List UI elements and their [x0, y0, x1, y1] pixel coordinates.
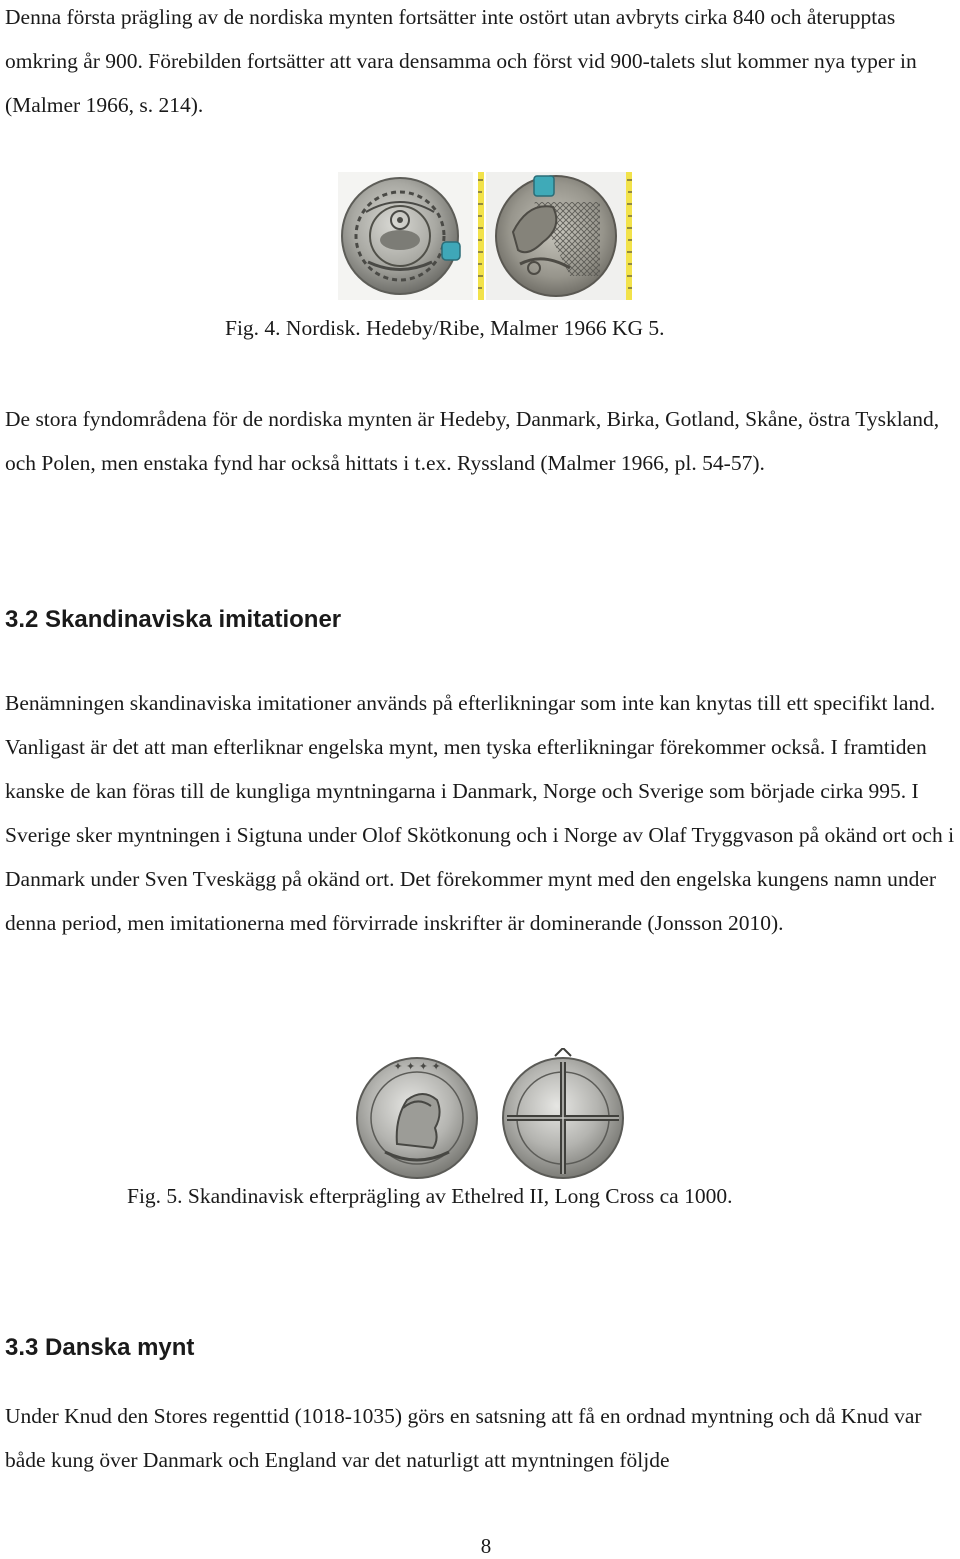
figure-4-caption: Fig. 4. Nordisk. Hedeby/Ribe, Malmer 1966 KG 5.: [225, 316, 665, 340]
coin-obverse-icon: [342, 178, 460, 294]
section-3-2-heading: 3.2 Skandinaviska imitationer: [5, 606, 342, 633]
svg-text:✦ ✦ ✦ ✦: ✦ ✦ ✦ ✦: [393, 1060, 441, 1073]
intro-paragraph: Denna första prägling av de nordiska mynten fortsätter inte ostört utan avbryts cirka 840 och återupptas omkring år 900. Förebilden fortsätter att vara densamma och först vid 900-talets slut kommer nya typer in (Malmer 1966, s. 214).: [5, 5, 917, 117]
coin-reverse-icon: [496, 176, 616, 296]
section-3-2-body: Benämningen skandinaviska imitationer används på efterlikningar som inte kan knytas till ett specifikt land. Vanligast är det att man efterliknar engelska mynt, men tyska efterlikningar förekommer också. I framtiden kanske de kan föras till de kungliga myntningarna i Danmark, Norge och Sverige som började cirka 995. I Sverige sker myntningen i Sigtuna under Olof Skötkonung och i Norge av Olaf Tryggvason på okänd ort och i Danmark under Sven Tveskägg på okänd ort. Det förekommer mynt med den engelska kungens namn under denna period, men imitationerna med förvirrade inskrifter är dominerande (Jonsson 2010).: [5, 691, 955, 935]
figure-4-image: [338, 172, 634, 300]
coin-portrait-icon: [357, 1058, 477, 1178]
ruler-icon: [478, 172, 484, 300]
section-3-3-body: Under Knud den Stores regenttid (1018-1035) görs en satsning att få en ordnad myntning och då Knud var både kung över Danmark och England var det naturligt att myntningen följde: [5, 1404, 922, 1472]
figure-5-image: [345, 1048, 635, 1180]
figure-5-caption: Fig. 5. Skandinavisk efterprägling av Ethelred II, Long Cross ca 1000.: [127, 1184, 733, 1208]
finds-paragraph: De stora fyndområdena för de nordiska mynten är Hedeby, Danmark, Birka, Gotland, Skåne, östra Tyskland, och Polen, men enstaka fynd har också hittats i t.ex. Ryssland (Malmer 1966, pl. 54-57).: [5, 407, 940, 475]
coin-long-cross-icon: [503, 1048, 623, 1178]
page-number: 8: [480, 1534, 492, 1558]
section-3-3-heading: 3.3 Danska mynt: [5, 1334, 195, 1361]
